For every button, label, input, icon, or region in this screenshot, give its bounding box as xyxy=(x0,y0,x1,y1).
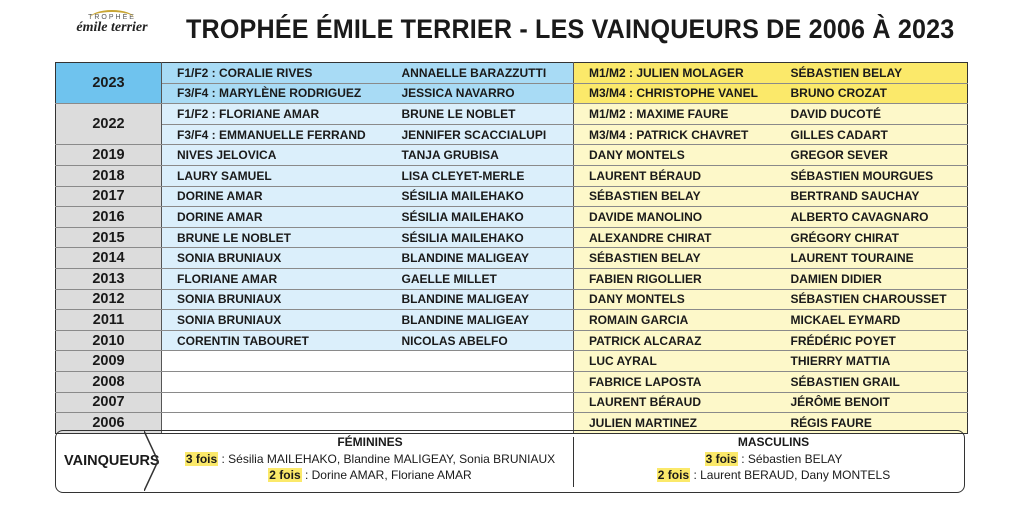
masc-winner-cell: SÉBASTIEN BELAY xyxy=(574,186,776,207)
masc-winner-cell: ROMAIN GARCIA xyxy=(574,310,776,331)
winners-summary-box xyxy=(55,430,965,493)
masc-winner-cell: SÉBASTIEN BELAY xyxy=(574,248,776,269)
table-row xyxy=(56,351,968,372)
masc-partner-cell: LAURENT TOURAINE xyxy=(776,248,968,269)
table-row xyxy=(56,83,968,104)
masc-winner-cell: ALEXANDRE CHIRAT xyxy=(574,227,776,248)
masc-winner-cell: DANY MONTELS xyxy=(574,289,776,310)
table-row xyxy=(56,145,968,166)
fem-partner-cell: SÉSILIA MAILEHAKO xyxy=(387,207,574,228)
trophy-logo xyxy=(72,8,152,48)
summary-label: VAINQUEURS xyxy=(64,453,160,469)
table-row xyxy=(56,392,968,413)
table-row xyxy=(56,186,968,207)
table-row xyxy=(56,165,968,186)
table-row xyxy=(56,63,968,84)
masc-partner-cell: SÉBASTIEN CHAROUSSET xyxy=(776,289,968,310)
table-row xyxy=(56,248,968,269)
masculins-line-2 xyxy=(586,467,961,483)
year-cell: 2022 xyxy=(56,104,162,145)
masc-winner-cell: PATRICK ALCARAZ xyxy=(574,330,776,351)
fem-winner-cell: SONIA BRUNIAUX xyxy=(162,289,387,310)
fem-partner-cell: TANJA GRUBISA xyxy=(387,145,574,166)
fem-winner-cell: DORINE AMAR xyxy=(162,207,387,228)
fem-partner-cell xyxy=(387,371,574,392)
fem-winner-cell: BRUNE LE NOBLET xyxy=(162,227,387,248)
masc-winner-cell: M1/M2 : JULIEN MOLAGER xyxy=(574,63,776,84)
masc-winner-cell: M3/M4 : PATRICK CHAVRET xyxy=(574,124,776,145)
fem-partner-cell xyxy=(387,351,574,372)
count-badge: 2 fois xyxy=(269,468,301,482)
masc-partner-cell: RÉGIS FAURE xyxy=(776,413,968,434)
masculins-line-1 xyxy=(586,451,961,467)
masc-partner-cell: SÉBASTIEN MOURGUES xyxy=(776,165,968,186)
fem-partner-cell: LISA CLEYET-MERLE xyxy=(387,165,574,186)
table-row xyxy=(56,310,968,331)
summary-masculins xyxy=(586,435,961,483)
fem-partner-cell: ANNAELLE BARAZZUTTI xyxy=(387,63,574,84)
masc-partner-cell: SÉBASTIEN GRAIL xyxy=(776,371,968,392)
count-badge: 3 fois xyxy=(185,452,218,466)
table-row xyxy=(56,268,968,289)
fem-winner-cell xyxy=(162,371,387,392)
year-cell: 2019 xyxy=(56,145,162,166)
feminines-line-2-text: : Dorine AMAR, Floriane AMAR xyxy=(301,468,472,482)
logo-arc-icon xyxy=(90,10,134,26)
feminines-line-1-text: : Sésilia MAILEHAKO, Blandine MALIGEAY, Sonia BRUNIAUX xyxy=(218,452,556,466)
fem-winner-cell: DORINE AMAR xyxy=(162,186,387,207)
fem-partner-cell: JESSICA NAVARRO xyxy=(387,83,574,104)
year-cell: 2008 xyxy=(56,371,162,392)
masc-partner-cell: FRÉDÉRIC POYET xyxy=(776,330,968,351)
masculins-header: MASCULINS xyxy=(737,435,810,449)
table-row xyxy=(56,207,968,228)
feminines-header: FÉMININES xyxy=(337,435,403,449)
fem-partner-cell: SÉSILIA MAILEHAKO xyxy=(387,186,574,207)
winners-table xyxy=(55,62,968,434)
fem-winner-cell: F1/F2 : FLORIANE AMAR xyxy=(162,104,387,125)
masc-winner-cell: LAURENT BÉRAUD xyxy=(574,392,776,413)
table-row xyxy=(56,289,968,310)
year-cell: 2013 xyxy=(56,268,162,289)
summary-label-box xyxy=(56,431,158,491)
masc-winner-cell: LUC AYRAL xyxy=(574,351,776,372)
fem-winner-cell: NIVES JELOVICA xyxy=(162,145,387,166)
masc-partner-cell: GILLES CADART xyxy=(776,124,968,145)
table-row xyxy=(56,227,968,248)
masc-partner-cell: DAVID DUCOTÉ xyxy=(776,104,968,125)
fem-partner-cell: GAELLE MILLET xyxy=(387,268,574,289)
masc-winner-cell: FABRICE LAPOSTA xyxy=(574,371,776,392)
fem-winner-cell: F3/F4 : MARYLÈNE RODRIGUEZ xyxy=(162,83,387,104)
summary-divider xyxy=(573,437,574,487)
fem-partner-cell: NICOLAS ABELFO xyxy=(387,330,574,351)
masc-winner-cell: DANY MONTELS xyxy=(574,145,776,166)
masc-winner-cell: LAURENT BÉRAUD xyxy=(574,165,776,186)
year-cell: 2012 xyxy=(56,289,162,310)
fem-partner-cell: BLANDINE MALIGEAY xyxy=(387,248,574,269)
masc-partner-cell: BERTRAND SAUCHAY xyxy=(776,186,968,207)
fem-partner-cell: BRUNE LE NOBLET xyxy=(387,104,574,125)
logo-main-text: émile terrier xyxy=(76,20,148,35)
masc-partner-cell: THIERRY MATTIA xyxy=(776,351,968,372)
fem-winner-cell: F1/F2 : CORALIE RIVES xyxy=(162,63,387,84)
logo-top-text: TROPHÉE xyxy=(88,14,136,21)
table-row xyxy=(56,124,968,145)
year-cell: 2010 xyxy=(56,330,162,351)
masc-partner-cell: MICKAEL EYMARD xyxy=(776,310,968,331)
table-row xyxy=(56,104,968,125)
count-badge: 2 fois xyxy=(657,468,690,482)
masc-partner-cell: GRÉGORY CHIRAT xyxy=(776,227,968,248)
fem-partner-cell: JENNIFER SCACCIALUPI xyxy=(387,124,574,145)
masc-partner-cell: BRUNO CROZAT xyxy=(776,83,968,104)
fem-partner-cell: BLANDINE MALIGEAY xyxy=(387,310,574,331)
fem-partner-cell: BLANDINE MALIGEAY xyxy=(387,289,574,310)
year-cell: 2023 xyxy=(56,63,162,104)
masculins-line-1-text: : Sébastien BELAY xyxy=(737,452,843,466)
chevron-right-icon xyxy=(144,431,160,491)
page-title: TROPHÉE ÉMILE TERRIER - LES VAINQUEURS DE 2006 À 2023 xyxy=(186,14,955,44)
year-cell: 2007 xyxy=(56,392,162,413)
summary-feminines xyxy=(166,435,574,483)
fem-partner-cell: SÉSILIA MAILEHAKO xyxy=(387,227,574,248)
fem-winner-cell: F3/F4 : EMMANUELLE FERRAND xyxy=(162,124,387,145)
fem-winner-cell: SONIA BRUNIAUX xyxy=(162,310,387,331)
fem-winner-cell xyxy=(162,392,387,413)
year-cell: 2011 xyxy=(56,310,162,331)
masc-partner-cell: GREGOR SEVER xyxy=(776,145,968,166)
masc-winner-cell: M3/M4 : CHRISTOPHE VANEL xyxy=(574,83,776,104)
fem-winner-cell: FLORIANE AMAR xyxy=(162,268,387,289)
masc-winner-cell: FABIEN RIGOLLIER xyxy=(574,268,776,289)
year-cell: 2018 xyxy=(56,165,162,186)
feminines-line-2 xyxy=(166,467,574,483)
masculins-line-2-text: : Laurent BERAUD, Dany MONTELS xyxy=(690,468,891,482)
table-row xyxy=(56,371,968,392)
year-cell: 2014 xyxy=(56,248,162,269)
table-row xyxy=(56,330,968,351)
fem-winner-cell: LAURY SAMUEL xyxy=(162,165,387,186)
year-cell: 2017 xyxy=(56,186,162,207)
fem-winner-cell xyxy=(162,351,387,372)
year-cell: 2015 xyxy=(56,227,162,248)
masc-partner-cell: ALBERTO CAVAGNARO xyxy=(776,207,968,228)
masc-winner-cell: M1/M2 : MAXIME FAURE xyxy=(574,104,776,125)
masc-partner-cell: SÉBASTIEN BELAY xyxy=(776,63,968,84)
masc-partner-cell: JÉRÔME BENOIT xyxy=(776,392,968,413)
masc-winner-cell: DAVIDE MANOLINO xyxy=(574,207,776,228)
masc-winner-cell: JULIEN MARTINEZ xyxy=(574,413,776,434)
count-badge: 3 fois xyxy=(705,452,737,466)
fem-winner-cell: SONIA BRUNIAUX xyxy=(162,248,387,269)
masc-partner-cell: DAMIEN DIDIER xyxy=(776,268,968,289)
year-cell: 2009 xyxy=(56,351,162,372)
year-cell: 2016 xyxy=(56,207,162,228)
fem-winner-cell: CORENTIN TABOURET xyxy=(162,330,387,351)
fem-partner-cell xyxy=(387,392,574,413)
feminines-line-1 xyxy=(166,451,574,467)
year-cell: 2006 xyxy=(56,413,162,434)
